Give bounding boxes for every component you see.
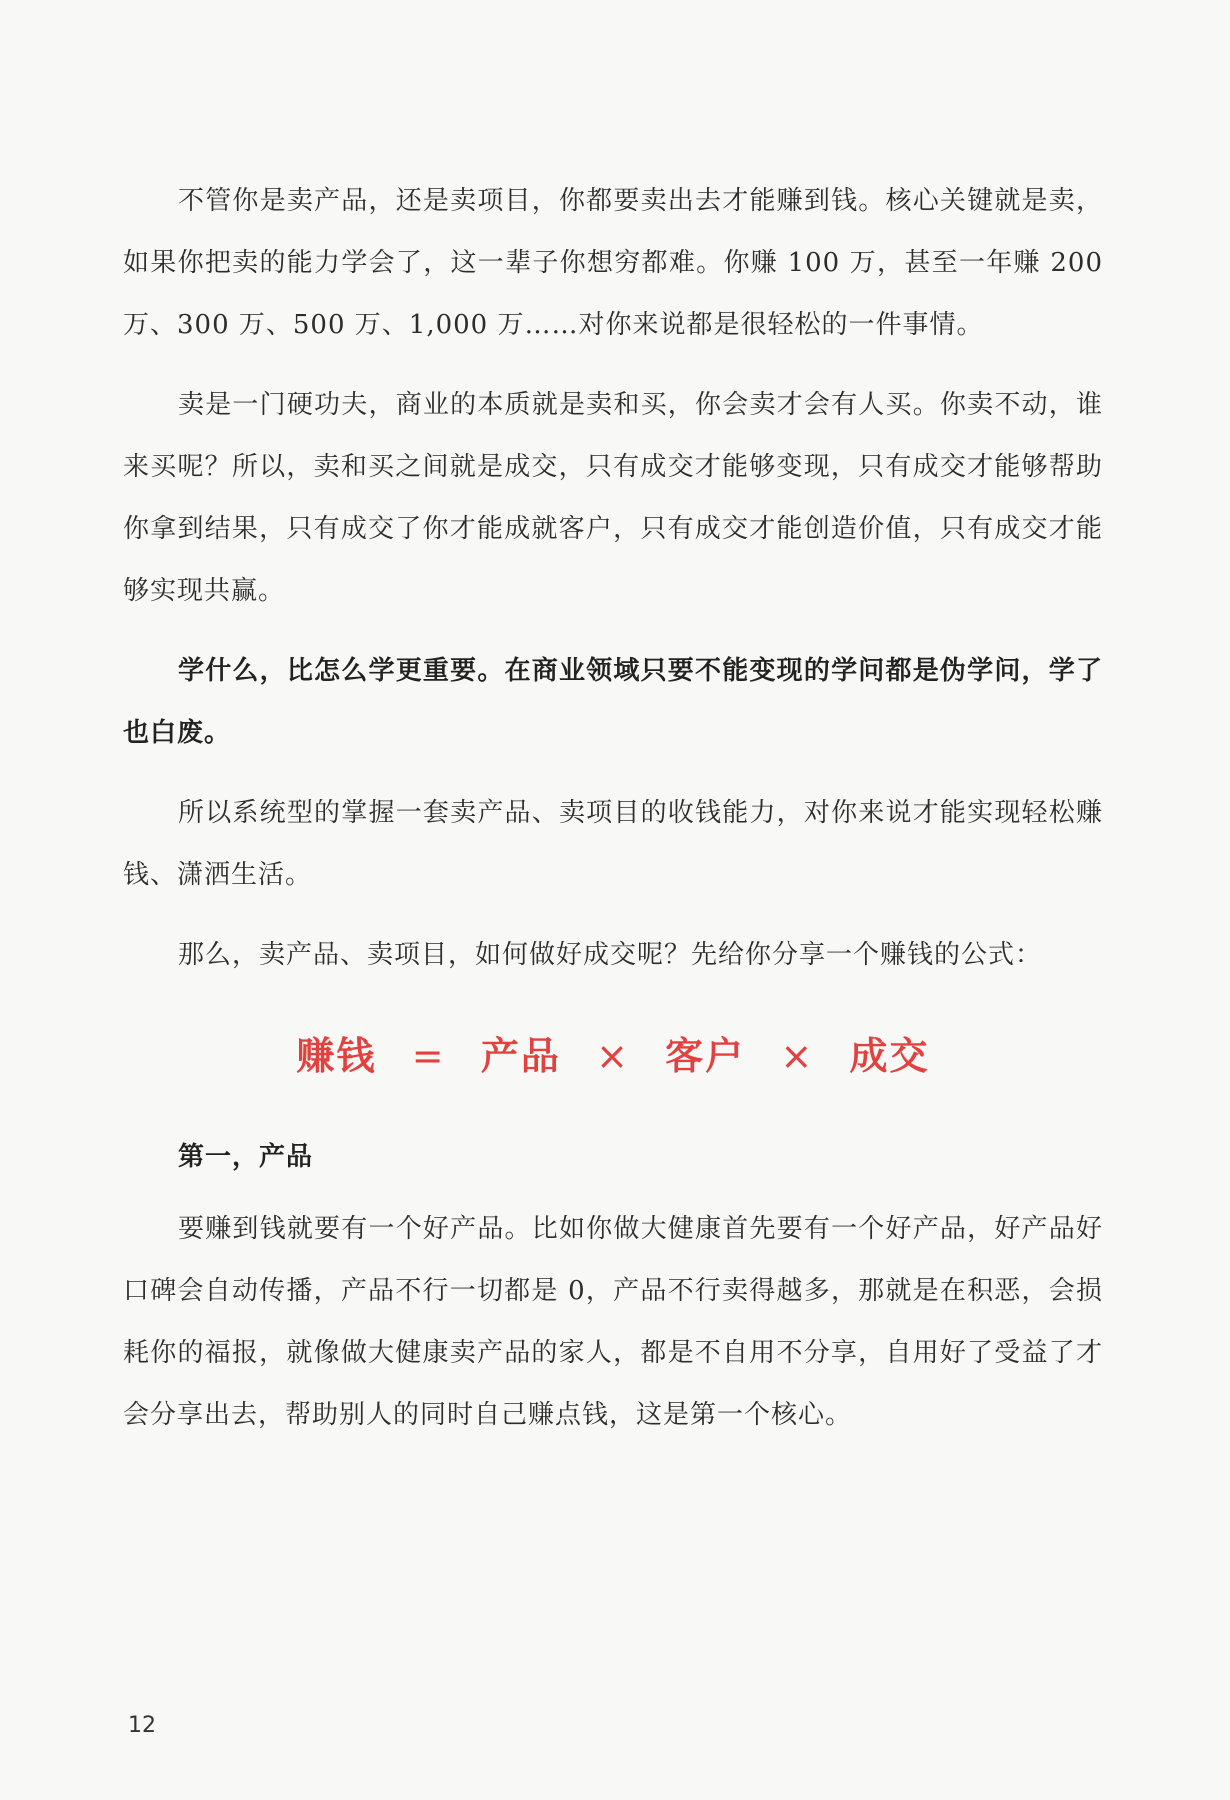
formula-times-1: × <box>596 1034 630 1078</box>
page-number: 12 <box>128 1713 156 1738</box>
paragraph-selling-skill: 卖是一门硬功夫，商业的本质就是卖和买，你会卖才会有人买。你卖不动，谁来买呢？所以，卖和买之间就是成交，只有成交才能够变现，只有成交才能够帮助你拿到结果，只有成交了你才能成就客户，只有成交才能创造价值，只有成交才能够实现共赢。 <box>123 390 1103 606</box>
paragraph-system-ability: 所以系统型的掌握一套卖产品、卖项目的收钱能力，对你来说才能实现轻松赚钱、潇洒生活。 <box>123 798 1103 890</box>
section-heading-product: 第一，产品 <box>178 1142 314 1172</box>
money-formula <box>123 1026 1103 1086</box>
formula-term-customer: 客户 <box>665 1034 746 1078</box>
paragraph-sell-to-earn: 不管你是卖产品，还是卖项目，你都要卖出去才能赚到钱。核心关键就是卖，如果你把卖的能力学会了，这一辈子你想穷都难。你赚 100 万，甚至一年赚 200 万、300 万、500 万、1,000 万……对你来说都是很轻松的一件事情。 <box>123 186 1103 340</box>
formula-term-deal: 成交 <box>849 1034 930 1078</box>
page-content <box>123 170 1103 1464</box>
paragraph-what-to-learn: 学什么，比怎么学更重要。在商业领域只要不能变现的学问都是伪学问，学了也白废。 <box>123 656 1103 748</box>
formula-times-2: × <box>780 1034 815 1078</box>
paragraph-good-product: 要赚到钱就要有一个好产品。比如你做大健康首先要有一个好产品，好产品好口碑会自动传播，产品不行一切都是 0，产品不行卖得越多，那就是在积恶，会损耗你的福报，就像做大健康卖产品的家人，都是不自用不分享，自用好了受益了才会分享出去，帮助别人的同时自己赚点钱，这是第一个核心。 <box>123 1214 1103 1430</box>
paragraph-formula-intro: 那么，卖产品、卖项目，如何做好成交呢？先给你分享一个赚钱的公式： <box>178 940 1043 970</box>
formula-equals: = <box>411 1034 446 1078</box>
formula-term-product: 产品 <box>480 1034 561 1078</box>
formula-term-money: 赚钱 <box>296 1034 377 1078</box>
